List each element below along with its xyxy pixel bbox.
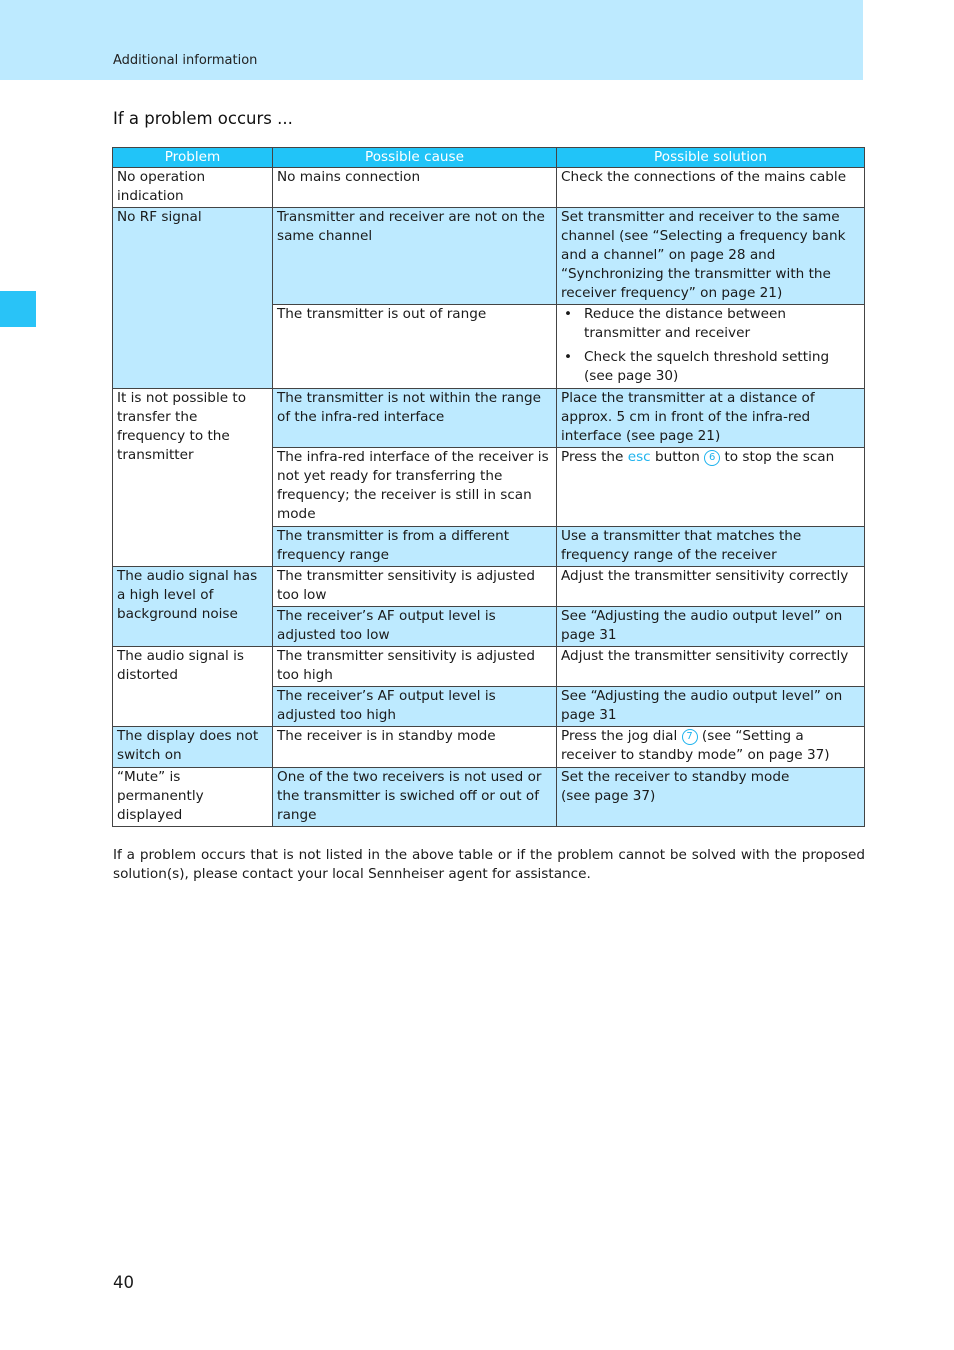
solution-cell: Set transmitter and receiver to the same channel (see “Selecting a frequency bank and a channel” on page 28 and “Synchronizing the transmitter with the receiver frequency” on page 21) [557, 208, 865, 305]
solution-bullet-list [561, 305, 860, 386]
solution-cell: Use a transmitter that matches the frequency range of the receiver [557, 527, 865, 567]
problem-cell: The display does not switch on [113, 727, 273, 768]
problem-cell: No operation indication [113, 168, 273, 208]
table-header-row [113, 148, 865, 168]
chapter-tab-marker [0, 291, 36, 327]
table-row [113, 168, 865, 208]
cause-cell: Transmitter and receiver are not on the same channel [273, 208, 557, 305]
esc-key-label: esc [627, 449, 651, 465]
table-row [113, 727, 865, 768]
table-row [113, 389, 865, 448]
solution-cell [557, 305, 865, 389]
solution-line: (see page 37) [561, 788, 656, 804]
cause-cell: One of the two receivers is not used or the transmitter is swiched off or out of range [273, 768, 557, 827]
table-row [113, 768, 865, 827]
callout-number-icon: 6 [704, 450, 720, 466]
table-row [113, 647, 865, 687]
solution-text: (see “Setting a receiver to standby mode” on page 37) [561, 728, 830, 763]
table-row [113, 208, 865, 305]
column-header-solution: Possible solution [557, 148, 865, 168]
cause-cell: The transmitter sensitivity is adjusted too low [273, 567, 557, 607]
cause-cell: No mains connection [273, 168, 557, 208]
troubleshooting-table [112, 147, 865, 827]
problem-cell: No RF signal [113, 208, 273, 389]
solution-cell: Place the transmitter at a distance of approx. 5 cm in front of the infra-red interface (see page 21) [557, 389, 865, 448]
table-row [113, 567, 865, 607]
cause-cell: The transmitter is out of range [273, 305, 557, 389]
problem-cell: “Mute” is permanently displayed [113, 768, 273, 827]
solution-cell [557, 727, 865, 768]
problem-cell: The audio signal is distorted [113, 647, 273, 727]
cause-cell: The receiver is in standby mode [273, 727, 557, 768]
header-band [0, 0, 863, 80]
solution-cell: See “Adjusting the audio output level” on page 31 [557, 607, 865, 647]
solution-cell: See “Adjusting the audio output level” on page 31 [557, 687, 865, 727]
footnote-text: If a problem occurs that is not listed in the above table or if the problem cannot be solved with the proposed solution(s), please contact your local Sennheiser agent for assistance. [113, 847, 865, 882]
page-title: If a problem occurs ... [113, 109, 293, 128]
cause-cell: The receiver’s AF output level is adjusted too high [273, 687, 557, 727]
solution-cell: Adjust the transmitter sensitivity correctly [557, 567, 865, 607]
solution-cell: Check the connections of the mains cable [557, 168, 865, 208]
solution-text: Press the jog dial [561, 728, 682, 744]
section-label: Additional information [113, 53, 258, 68]
page-number: 40 [113, 1273, 134, 1292]
solution-text: button [650, 449, 705, 465]
cause-cell: The infra-red interface of the receiver is not yet ready for transferring the frequency; the receiver is still in scan mode [273, 448, 557, 527]
cause-cell: The transmitter sensitivity is adjusted too high [273, 647, 557, 687]
cause-cell: The receiver’s AF output level is adjusted too low [273, 607, 557, 647]
problem-cell: It is not possible to transfer the frequency to the transmitter [113, 389, 273, 567]
cause-cell: The transmitter is not within the range of the infra-red interface [273, 389, 557, 448]
solution-bullet: • Reduce the distance between transmitter and receiver [561, 305, 860, 343]
cause-cell: The transmitter is from a different frequency range [273, 527, 557, 567]
problem-cell: The audio signal has a high level of background noise [113, 567, 273, 647]
solution-text: to stop the scan [720, 449, 835, 465]
column-header-cause: Possible cause [273, 148, 557, 168]
solution-bullet: • Check the squelch threshold setting (see page 30) [561, 348, 860, 386]
callout-number-icon: 7 [682, 729, 698, 745]
solution-cell [557, 448, 865, 527]
solution-text: Press the [561, 449, 628, 465]
solution-cell [557, 768, 865, 827]
solution-cell: Adjust the transmitter sensitivity correctly [557, 647, 865, 687]
solution-line: Set the receiver to standby mode [561, 769, 790, 785]
column-header-problem: Problem [113, 148, 273, 168]
